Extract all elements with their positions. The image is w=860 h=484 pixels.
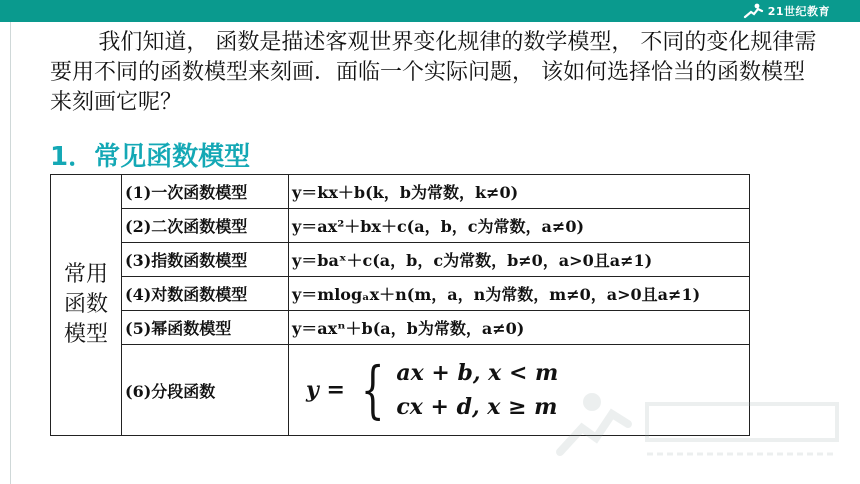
model-name: (5)幂函数模型 (122, 311, 289, 345)
top-bar (0, 0, 860, 22)
table-row (51, 243, 750, 277)
model-formula: y＝baˣ＋c(a，b，c为常数，b≠0，a>0且a≠1) (289, 243, 750, 277)
logo (742, 2, 830, 20)
model-name: (4)对数函数模型 (122, 277, 289, 311)
model-formula: y＝axⁿ＋b(a，b为常数，a≠0) (289, 311, 750, 345)
logo-text: 21世纪教育 (767, 5, 830, 18)
section-heading: 1．常见函数模型 (50, 142, 251, 172)
left-divider (10, 22, 11, 484)
model-name: (6)分段函数 (122, 345, 289, 436)
function-models-table (50, 174, 750, 436)
model-name: (2)二次函数模型 (122, 209, 289, 243)
table-row (51, 277, 750, 311)
side-label-line: 模型 (63, 322, 108, 347)
piecewise-case: ax + b, x < m (396, 360, 559, 386)
table-row (51, 345, 750, 436)
piecewise-lhs: y = (306, 377, 345, 403)
piecewise-formula (289, 345, 750, 436)
intro-paragraph: 我们知道， 函数是描述客观世界变化规律的数学模型， 不同的变化规律需要用不同的函数模型来刻画．面临一个实际问题， 该如何选择恰当的函数模型来刻画它呢？ (50, 30, 817, 115)
runner-logo-icon (742, 3, 764, 19)
model-formula: y＝mlogₐx＋n(m，a，n为常数，m≠0，a>0且a≠1) (289, 277, 750, 311)
table-row (51, 311, 750, 345)
model-name: (1)一次函数模型 (122, 175, 289, 209)
model-formula: y＝ax²＋bx＋c(a，b，c为常数，a≠0) (289, 209, 750, 243)
table-row (51, 209, 750, 243)
side-label-line: 函数 (63, 292, 108, 317)
left-brace: { (360, 353, 385, 426)
table-row (51, 175, 750, 209)
piecewise-case: cx + d, x ≥ m (396, 394, 558, 420)
side-label (51, 175, 122, 436)
model-name: (3)指数函数模型 (122, 243, 289, 277)
side-label-line: 常用 (63, 262, 108, 287)
model-formula: y＝kx＋b(k，b为常数，k≠0) (289, 175, 750, 209)
